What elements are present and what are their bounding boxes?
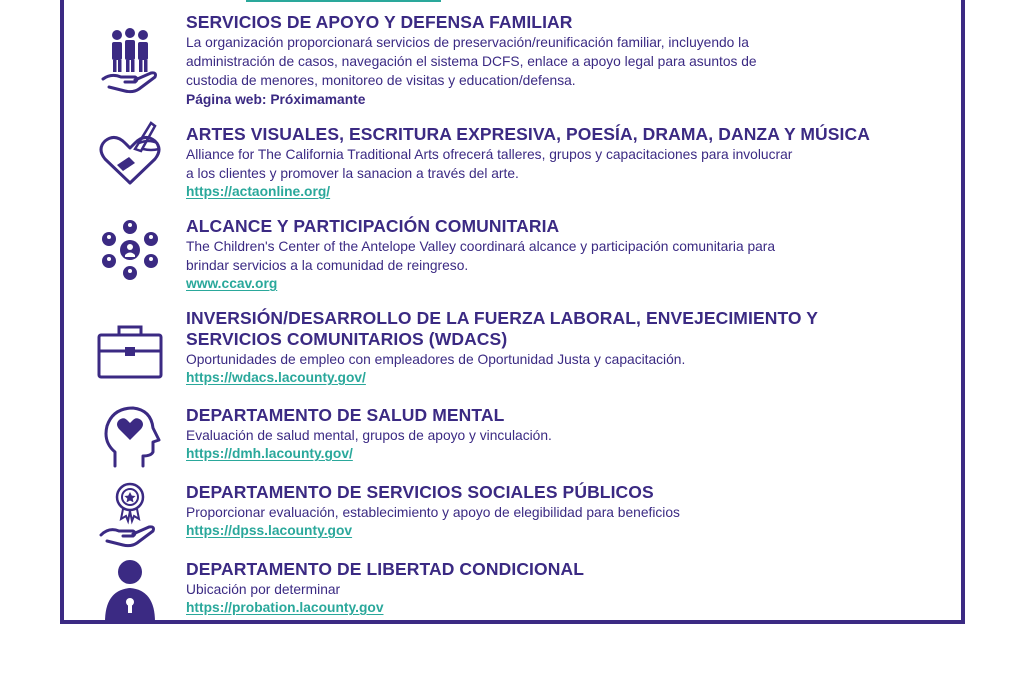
entry-link[interactable]: https://wdacs.lacounty.gov/ [186,370,366,385]
entry-description-line: Ubicación por determinar [186,582,341,597]
entry-link[interactable]: www.ccav.org [186,276,278,291]
entry-title: ALCANCE Y PARTICIPACIÓN COMUNITARIA [186,216,560,236]
entry-link[interactable]: https://dpss.lacounty.gov [186,523,353,538]
entry-link[interactable]: https://actaonline.org/ [186,184,331,199]
entry-description-line: Proporcionar evaluación, establecimiento y apoyo de elegibilidad para beneficios [186,505,680,520]
entry-website-note: Página web: Próximamante [186,92,366,107]
entry-description-line: Evaluación de salud mental, grupos de apoyo y vinculación. [186,428,552,443]
entry-description-line: The Children's Center of the Antelope Valley coordinará alcance y participación comunitaria para [186,239,776,254]
entry-title: SERVICIOS DE APOYO Y DEFENSA FAMILIAR [186,12,573,32]
entry-description-line: Alliance for The California Traditional Arts ofrecerá talleres, grupos y capacitaciones para involucrar [186,147,793,162]
entry-description-line: Oportunidades de empleo con empleadores de Oportunidad Justa y capacitación. [186,352,686,367]
entry-description-line: brindar servicios a la comunidad de reingreso. [186,258,469,273]
badge-hand-icon [94,480,166,552]
entry-description-line: custodia de menores, monitoreo de visitas y education/defensa. [186,73,576,88]
entry-title: DEPARTAMENTO DE SERVICIOS SOCIALES PÚBLICOS [186,482,654,502]
family-hand-icon [94,26,166,98]
community-network-icon [94,214,166,286]
person-lock-icon [94,557,166,629]
resource-list-frame [60,0,965,624]
entry-description-line: La organización proporcionará servicios de preservación/reunificación familiar, incluyendo la [186,35,749,50]
entry-title: DEPARTAMENTO DE LIBERTAD CONDICIONAL [186,559,584,579]
entry-description-line: administración de casos, navegación el sistema DCFS, enlace a apoyo legal para asuntos de [186,54,757,69]
top-link-underline [246,0,441,2]
entry-title: DEPARTAMENTO DE SALUD MENTAL [186,405,505,425]
entry-link[interactable]: https://probation.lacounty.gov [186,600,384,615]
briefcase-icon [94,316,166,388]
entry-link[interactable]: https://dmh.lacounty.gov/ [186,446,353,461]
entry-title: ARTES VISUALES, ESCRITURA EXPRESIVA, POESÍA, DRAMA, DANZA Y MÚSICA [186,124,870,144]
entry-title: INVERSIÓN/DESARROLLO DE LA FUERZA LABORAL, ENVEJECIMIENTO Y [186,308,819,328]
entry-title-continued: SERVICIOS COMUNITARIOS (WDACS) [186,329,508,349]
head-heart-icon [94,401,166,473]
entry-description-line: a los clientes y promover la sanacion a través del arte. [186,166,519,181]
heart-brush-icon [94,118,166,190]
